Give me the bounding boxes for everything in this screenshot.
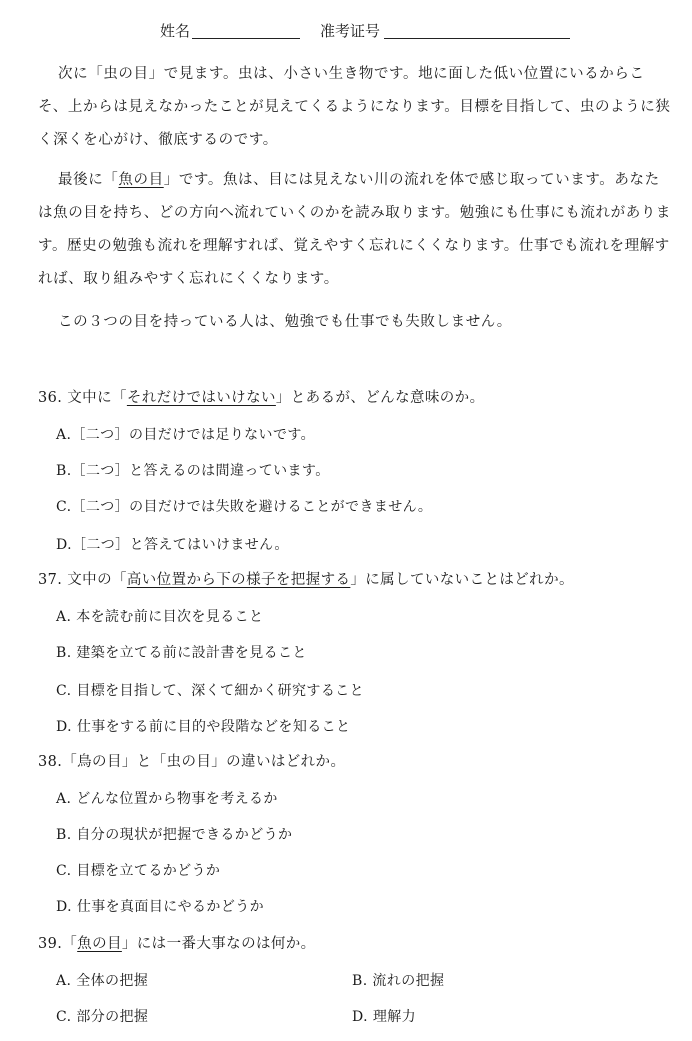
option-36-b[interactable]: B.［二つ］と答えるのは間違っています。 [56, 463, 330, 479]
option-37-b[interactable]: B. 建築を立てる前に設計書を見ること [56, 645, 307, 661]
underlined-phrase: それだけではいけない [126, 390, 276, 406]
passage-text: 次に「虫の目」で見ます。虫は、小さい生き物です。地に面した低い位置にいるからこそ、上からは見えなかったことが見えてくるようになります。目標を目指して、虫のように狭く深くを心がけ、徹底するのです。 [38, 66, 671, 148]
passage-text: 」です。魚は、目には見えない川の流れを体で感じ取っています。あなたは魚の目を持ち、どの方向へ流れていくのかを読み取ります。勉強にも仕事にも流れがあります。歴史の勉強も流れを理解すれば、覚えやすく忘れにくくなります。仕事でも流れを理解すれば、取り組みやすく忘れにくくなります。 [38, 172, 672, 287]
question-text: 38.「鳥の目」と「虫の目」の違いはどれか。 [38, 754, 346, 770]
option-39-c[interactable]: C. 部分の把握 [56, 1009, 149, 1025]
question-37 [38, 568, 678, 589]
question-text: 」とあるが、どんな意味のか。 [275, 390, 485, 406]
question-39 [38, 932, 678, 953]
option-39-d[interactable]: D. 理解力 [352, 1009, 417, 1025]
question-text: 39.「 [38, 936, 78, 952]
question-text: 」に属していないことはどれか。 [350, 572, 574, 588]
exam-header [0, 20, 692, 44]
passage-paragraph-2 [38, 164, 673, 296]
option-39-b[interactable]: B. 流れの把握 [352, 973, 445, 989]
passage-paragraph-3 [38, 306, 673, 339]
option-38-d[interactable]: D. 仕事を真面目にやるかどうか [56, 899, 265, 915]
option-39-a[interactable]: A. 全体の把握 [56, 973, 149, 989]
question-38 [38, 750, 678, 771]
option-37-a[interactable]: A. 本を読む前に目次を見ること [56, 609, 264, 625]
option-38-b[interactable]: B. 自分の現状が把握できるかどうか [56, 827, 293, 843]
exam-id-label: 准考证号 [320, 22, 381, 40]
option-38-c[interactable]: C. 目標を立てるかどうか [56, 863, 221, 879]
option-37-d[interactable]: D. 仕事をする前に目的や段階などを知ること [56, 719, 351, 735]
question-36 [38, 386, 678, 407]
name-label: 姓名 [160, 22, 191, 40]
name-field-line[interactable] [192, 38, 300, 39]
underlined-phrase: 魚の目 [77, 936, 122, 952]
question-text: 37. 文中の「 [38, 572, 127, 588]
option-36-d[interactable]: D.［二つ］と答えてはいけません。 [56, 537, 289, 553]
passage-text: 最後に「 [58, 172, 119, 188]
question-text: 」には一番大事なのは何か。 [121, 936, 316, 952]
underlined-phrase: 高い位置から下の様子を把握する [126, 572, 351, 588]
question-text: 36. 文中に「 [38, 390, 127, 406]
option-36-c[interactable]: C.［二つ］の目だけでは失敗を避けることができません。 [56, 499, 433, 515]
passage-text: この３つの目を持っている人は、勉強でも仕事でも失敗しません。 [58, 314, 512, 330]
passage-paragraph-1 [38, 58, 673, 157]
underlined-phrase: 魚の目 [118, 172, 164, 188]
option-37-c[interactable]: C. 目標を目指して、深くて細かく研究すること [56, 683, 365, 699]
exam-id-field-line[interactable] [384, 38, 570, 39]
option-38-a[interactable]: A. どんな位置から物事を考えるか [56, 791, 278, 807]
option-36-a[interactable]: A.［二つ］の目だけでは足りないです。 [56, 427, 316, 443]
